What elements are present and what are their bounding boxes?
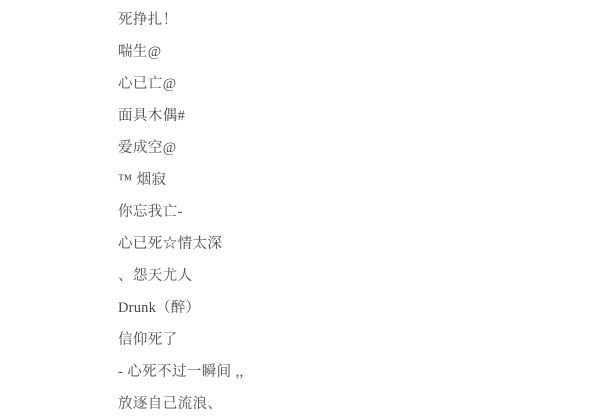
text-line-content: 喘生@ [118,44,162,60]
text-line-content: 心已亡@ [118,76,177,92]
text-line [0,4,600,36]
text-line [0,164,600,196]
text-line [0,260,600,292]
text-line-content: 死挣扎！ [118,12,178,28]
text-line [0,324,600,356]
text-line-content: 面具木偶# [118,108,186,124]
text-line-content: - 心死不过一瞬间 ,, [118,364,244,380]
text-line-content: 爱成空@ [118,140,177,156]
text-line-content: 放逐自己流浪、 [118,396,223,412]
text-line [0,100,600,132]
text-line-content: 、怨天尤人 [118,268,193,284]
text-line [0,292,600,324]
text-line-content: 心已死☆情太深 [118,236,223,252]
text-line-content: 你忘我亡- [118,204,183,220]
text-line-content: Drunk（醉） [118,300,201,316]
text-line-content: ™ 烟寂 [118,172,167,188]
text-line-content: 信仰死了 [118,332,178,348]
text-line [0,36,600,68]
text-line [0,196,600,228]
text-line [0,132,600,164]
text-line [0,388,600,420]
text-line [0,228,600,260]
text-line [0,68,600,100]
text-line [0,356,600,388]
